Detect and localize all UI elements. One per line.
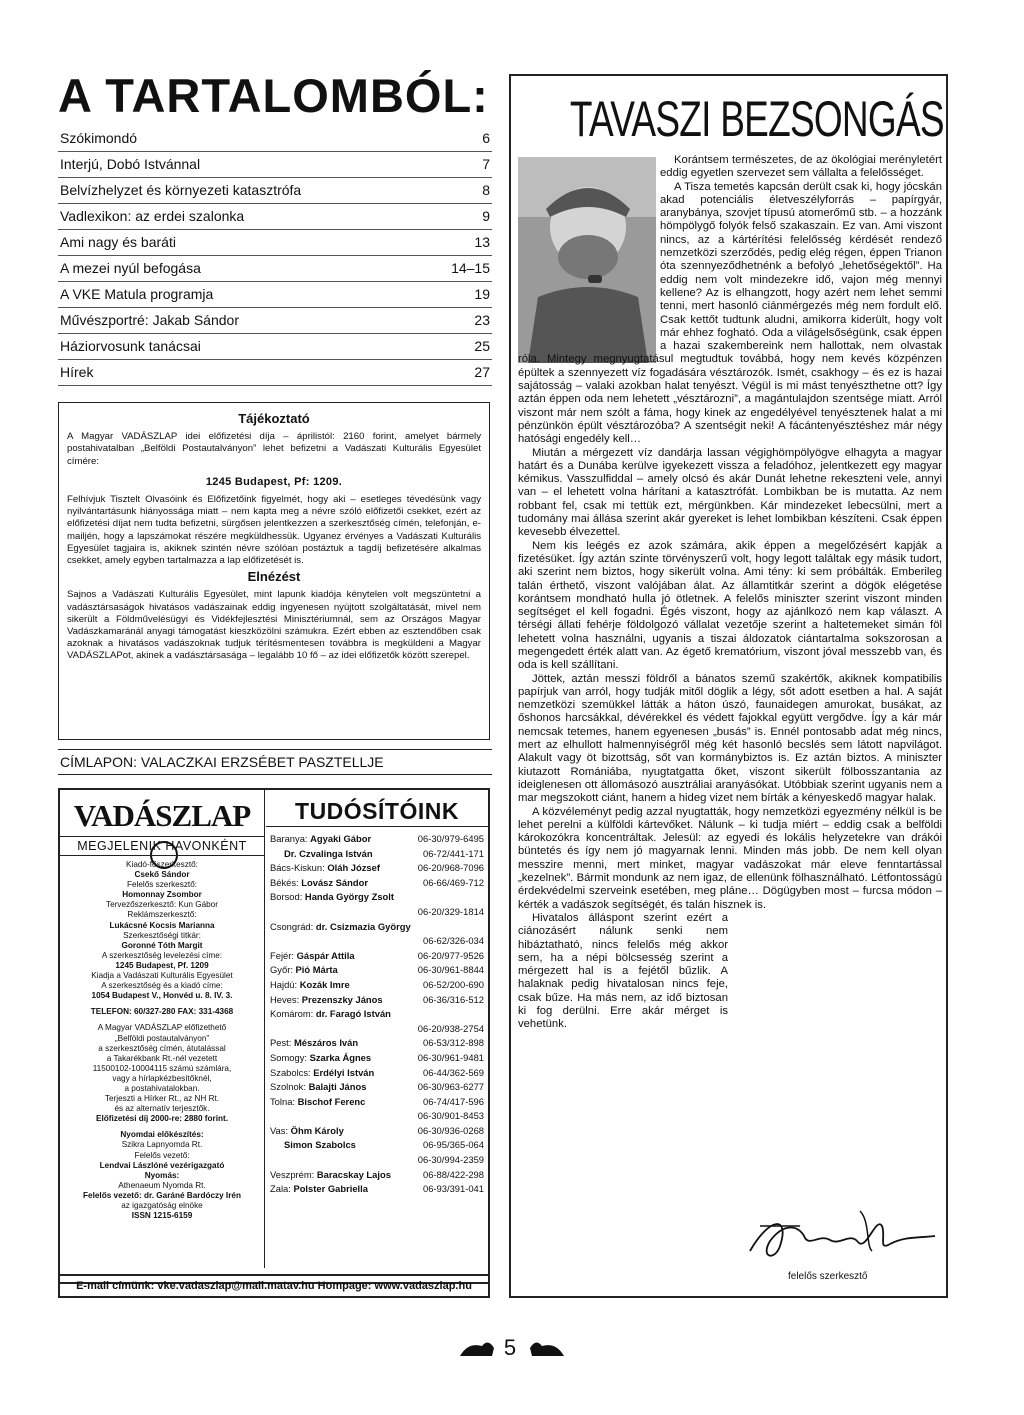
staff-line: „Belföldi postautalványon” (114, 1033, 210, 1043)
correspondent-person: Oláh József (327, 862, 380, 874)
toc-item-label: Művészportré: Jakab Sándor (60, 312, 239, 328)
toc-item-label: A mezei nyúl befogása (60, 260, 201, 276)
correspondent-county: Borsod: (270, 891, 303, 903)
toc-item (58, 178, 492, 204)
correspondent-row (270, 1138, 484, 1153)
staff-line: a szerkesztőség címén, átutalással (98, 1043, 226, 1053)
correspondent-row (270, 1095, 484, 1110)
correspondent-name (270, 832, 371, 847)
correspondent-row (270, 1182, 484, 1197)
staff-line: Lendvai Lászlóné vezérigazgató (99, 1160, 225, 1170)
correspondent-county: Tolna: (270, 1095, 296, 1107)
staff-line: Homonnay Zsombor (122, 890, 202, 900)
correspondents-title: TUDÓSÍTÓINK (266, 796, 488, 827)
correspondent-row (270, 847, 484, 862)
correspondent-person: Polster Gabriella (293, 1183, 368, 1195)
toc-item (58, 334, 492, 360)
correspondent-county: Hajdú: (270, 978, 298, 990)
correspondent-name (270, 920, 411, 935)
correspondent-person: Öhm Károly (290, 1124, 344, 1136)
correspondent-county: Komárom: (270, 1008, 314, 1020)
contact-line: E-mail címünk: vke.vadaszlap@mail.matav.hu Hompage: www.vadaszlap.hu (58, 1274, 490, 1298)
article-body (518, 154, 942, 1032)
staff-line: Athenaeum Nyomda Rt. (118, 1180, 206, 1190)
correspondent-row (270, 876, 484, 891)
correspondent-name (270, 1168, 391, 1183)
vadaszlap-logo (60, 798, 264, 834)
correspondent-name (270, 963, 338, 978)
correspondent-row (270, 1007, 484, 1022)
staff-line: A Magyar VADÁSZLAP előfizethető (97, 1023, 227, 1033)
correspondent-person: Agyaki Gábor (310, 833, 372, 844)
correspondent-name (270, 978, 350, 993)
toc-item-page: 14–15 (451, 260, 490, 276)
staff-line: Felelős vezető: dr. Garáné Bardóczy Irén (83, 1190, 241, 1200)
correspondent-name (270, 1138, 356, 1153)
apology-heading: Elnézést (247, 569, 301, 585)
signature-role: felelős szerkesztő (788, 1271, 868, 1282)
toc-item (58, 360, 492, 386)
toc-item (58, 230, 492, 256)
correspondent-person: Dr. Czvalinga István (284, 847, 373, 859)
staff-line: Kiadja a Vadászati Kulturális Egyesület (91, 971, 233, 981)
correspondent-name (270, 1051, 371, 1066)
staff-line: Nyomdai előkészítés: (120, 1130, 204, 1140)
staff-line: Lukácsné Kocsis Marianna (109, 920, 215, 930)
correspondent-phone: 06-93/391-041 (423, 1183, 484, 1195)
toc-item-page: 19 (474, 286, 490, 302)
staff-line: A szerkesztőség és a kiadó címe: (101, 981, 223, 991)
masthead-subtitle: MEGJELENIK HAVONKÉNT (60, 836, 264, 856)
correspondent-row (270, 978, 484, 993)
staff-line: a Takarékbank Rt.-nél vezetett (106, 1053, 218, 1063)
toc-item (58, 204, 492, 230)
correspondents-list (270, 832, 484, 1197)
correspondent-county: Fejér: (270, 949, 294, 961)
correspondent-county: Veszprém: (270, 1168, 315, 1180)
staff-line: 1245 Budapest, Pf. 1209 (115, 960, 209, 970)
masthead-impressum (60, 790, 265, 1268)
correspondent-county: Zala: (270, 1183, 291, 1195)
info-address: 1245 Budapest, Pf: 1209. (205, 475, 343, 488)
correspondent-person: Balajti János (308, 1081, 367, 1093)
correspondent-row (270, 993, 484, 1008)
staff-line: az igazgatóság elnöke (121, 1201, 203, 1210)
correspondent-person: Mészáros Iván (293, 1037, 359, 1049)
toc-item-page: 9 (482, 208, 490, 224)
correspondent-person: Bischof Ferenc (297, 1095, 366, 1107)
staff-line: Előfizetési díj 2000-re: 2880 forint. (96, 1114, 228, 1124)
correspondent-person: Simon Szabolcs (284, 1139, 356, 1151)
correspondent-row (270, 1080, 484, 1095)
correspondent-person: dr. Faragó István (315, 1008, 391, 1020)
correspondent-name (270, 1095, 365, 1110)
correspondent-person: Gáspár Attila (296, 949, 355, 961)
correspondent-phone: 06-20/938-2754 (417, 1022, 484, 1034)
staff-line: a postahivatalokban. (124, 1083, 200, 1093)
correspondent-phone: 06-53/312-898 (423, 1037, 484, 1049)
staff-line: és az alternatív terjesztők. (114, 1104, 210, 1114)
correspondent-phone: 06-30/994-2359 (417, 1154, 484, 1166)
correspondent-name (270, 949, 355, 964)
correspondent-row (270, 1124, 484, 1139)
correspondent-person: Erdélyi István (313, 1066, 375, 1078)
staff-line: 11500102-10004115 számú számlára, (92, 1063, 232, 1073)
logo-text: VADÁSZLAP (73, 798, 251, 833)
ornament-left-icon (460, 1342, 494, 1356)
staff-line: Csekő Sándor (134, 870, 190, 880)
staff-list (64, 860, 260, 1221)
correspondent-row (270, 920, 484, 935)
correspondent-phone: 06-95/365-064 (423, 1139, 484, 1151)
toc-item-page: 6 (482, 130, 490, 146)
correspondent-county: Vas: (270, 1124, 289, 1136)
article-title: TAVASZI BEZSONGÁS (569, 91, 944, 147)
correspondent-name (270, 1080, 366, 1095)
correspondent-row (270, 1168, 484, 1183)
toc-item-page: 8 (482, 182, 490, 198)
correspondent-county: Somogy: (270, 1051, 307, 1063)
correspondent-phone: 06-88/422-298 (423, 1168, 484, 1180)
staff-line: TELEFON: 60/327-280 FAX: 331-4368 (90, 1007, 234, 1017)
correspondent-row (270, 905, 484, 920)
staff-line: Felelős vezető: (134, 1150, 190, 1160)
correspondent-phone: 06-66/469-712 (423, 876, 484, 888)
toc-item (58, 282, 492, 308)
toc-item-label: Belvízhelyzet és környezeti katasztrófa (60, 182, 302, 198)
correspondent-person: Pió Márta (295, 964, 338, 976)
toc-item-label: Ami nagy és baráti (60, 234, 176, 250)
correspondent-row (270, 890, 484, 905)
correspondent-phone: 06-20/968-7096 (417, 862, 484, 874)
correspondent-phone: 06-30/936-0268 (417, 1124, 484, 1136)
correspondent-person: Handa György Zsolt (304, 891, 394, 903)
correspondent-person: Lovász Sándor (301, 876, 368, 888)
correspondent-phone: 06-30/961-8844 (417, 964, 484, 976)
article-paragraph: Hivatalos álláspont szerint ezért a ciánozásért nálunk senki nem hibáztatható, nincs felelős még akkor sem, ha a népi bölcsesség szerint a mérgezett hal is a fejétől bűzlik. A halaknak pedig hivatalosan nincs feje, csak bűze. Ha más nem, az idő biztosan ki fog derülni. Erre akár mérget is vehetünk. (518, 911, 728, 1031)
toc-item-page: 13 (474, 234, 490, 250)
staff-line: Kiadó-főszerkesztő: (126, 860, 198, 869)
staff-line: Szerkesztőségi titkár: (123, 930, 201, 940)
correspondent-name (270, 1066, 374, 1081)
toc-item (58, 256, 492, 282)
info-heading: Tájékoztató (238, 411, 310, 426)
correspondent-phone: 06-74/417-596 (423, 1095, 484, 1107)
correspondent-person: Szarka Ágnes (309, 1051, 372, 1063)
correspondent-phone: 06-20/329-1814 (417, 905, 484, 917)
correspondent-row (270, 832, 484, 847)
correspondent-row (270, 861, 484, 876)
toc-item-label: Hírek (60, 364, 94, 380)
page-number: 5 (503, 1335, 517, 1360)
correspondent-name (270, 876, 368, 891)
correspondent-row (270, 963, 484, 978)
toc-title: A TARTALOMBÓL: (58, 69, 489, 122)
correspondent-person: dr. Csizmazia György (315, 920, 411, 932)
correspondent-row (270, 1036, 484, 1051)
article-paragraph: A közvéleményt pedig azzal nyugtatták, hogy nemzetközi egyezmény nélkül is be lehet perelni a külföldi kártevőket. Nálunk – ki tudja miért – eddig csak a belföldi károkozókra koncentráltak. Jelesül: az egyedi és lokális helyzetekre van drákói büntetés és így nem jó magyarnak lenni. Minden más jobb. De nem kell olyan messzire menni, mert minket, magyar vadászokat már eleve fenntartással „kezelnek”. Bármit mondunk az nem igaz, de ellenünk fölhasználható. Létfontosságú érdekvédelmi szerveink esetében, meg pláne… Dögügyben most – furcsa módon – kérték a vadászok segítségét, és talán hisznek is. (518, 805, 942, 911)
correspondent-county: Szolnok: (270, 1081, 306, 1093)
staff-line: Reklámszerkesztő: (127, 910, 197, 920)
correspondent-phone: 06-30/979-6495 (417, 833, 484, 844)
toc-item-label: Vadlexikon: az erdei szalonka (60, 208, 245, 224)
correspondent-person: Kozák Imre (299, 978, 350, 990)
correspondent-county: Pest: (270, 1037, 292, 1049)
correspondent-row (270, 1066, 484, 1081)
article-paragraph: Miután a mérgezett víz dandárja lassan végighömpölyögve elhagyta a magyar határt és a Dunába kerülve igyekezett vissza a feladóhoz, jelentkezett egy magyar kémikus. Vasszulfiddal – amely olcsó és akár Dunát lehetne rekeszteni vele, annyi van – el lehetett volna hárítani a katasztrófát. Lombikban be is mutatta. Az nem robbant fel, csak mi tettük ezt, mérgünkben. Kár mindezeket lebecsülni, mert a tudomány mai állása szerint akár gyereket is lehet lombikban készíteni. Csak éppen kevesebb élvezettel. (518, 446, 942, 539)
staff-line: A szerkesztőség levelezési címe: (101, 950, 223, 960)
correspondent-name (270, 993, 383, 1008)
correspondent-county: Csongrád: (270, 920, 314, 932)
correspondent-phone: 06-20/977-9526 (417, 949, 484, 961)
toc-list (58, 126, 492, 386)
correspondent-phone: 06-30/961-9481 (417, 1051, 484, 1063)
staff-line: 1054 Budapest V., Honvéd u. 8. IV. 3. (91, 991, 233, 1001)
correspondent-row (270, 1022, 484, 1037)
correspondent-person: Baracskay Lajos (316, 1168, 391, 1180)
correspondent-county: Szabolcs: (270, 1066, 311, 1078)
correspondent-name (270, 1182, 368, 1197)
staff-line: ISSN 1215-6159 (131, 1211, 193, 1221)
apology-paragraph: Sajnos a Vadászati Kulturális Egyesület, mint lapunk kiadója kénytelen volt megszüntetni a vadásztársaságok hivatásos vadászainak eddig ingyenesen nyújtott szolgáltatását, mivel nem sikerült a Földművelésügyi és Vidékfejlesztési Minisztériumnál, sem az Országos Magyar Vadászkamaránál anyagi támogatást kieszközölni számukra. Ezért ebben az esztendőben csak azoknak a hivatásos vadászoknak tudjuk térítésmentesen továbbra is megküldeni a Magyar VADÁSZLAPot, akinek a vadásztársasága – legalább 10 fő – az idei előfizetők között szerepel. (67, 589, 481, 662)
correspondent-county: Bács-Kiskun: (270, 862, 325, 874)
article-paragraph: Jöttek, aztán messzi földről a bánatos szemű szakértők, akiknek kompatibilis papírjuk van arról, hogy tudják mitől döglik a légy, sőt adott esetben a hal. A saját nemzetközi szemükkel látták a háton úszó, faunaidegen amurokat, busákat, az őshonos harcsákkal, dévérekkel és védett fajokkal együtt vergődve. Így a kár már nemcsak tetemes, hanem egyenesen „busás” is. Ennél pontosabb adat még nincs, mert az elhullott halmennyiségről még két hasonló becslés sem látott napvilágot. Alakult vagy öt bizottság, sőt van kormánybiztos is. Ez aztán biztos. A miniszter kiutazott Romániába, nyugtatgatta őket, viszont sikerült fölbosszantania az ideiglenesen ott állomásozó ausztráliai aranyásókat. Utóbbiak szerint ugyanis nem a mar megszokott ciánt, hanem a hideg vizet nem bírták a kényeskedő magyar halak. (518, 672, 942, 805)
toc-item-label: A VKE Matula programja (60, 286, 214, 302)
correspondent-person: Prezenszky János (301, 993, 383, 1005)
correspondent-phone: 06-30/901-8453 (417, 1110, 484, 1122)
info-box (58, 402, 490, 740)
correspondent-county: Békés: (270, 876, 299, 888)
toc-item-page: 25 (474, 338, 490, 354)
correspondent-row (270, 1051, 484, 1066)
toc-item (58, 152, 492, 178)
masthead (58, 788, 490, 1284)
toc-item (58, 308, 492, 334)
staff-line: Tervezőszerkesztő: Kun Gábor (106, 900, 218, 910)
toc-item-page: 7 (482, 156, 490, 172)
correspondent-phone: 06-30/963-6277 (417, 1081, 484, 1093)
staff-line: Goronné Tóth Margit (121, 940, 203, 950)
correspondent-county: Győr: (270, 964, 293, 976)
correspondent-name (270, 1007, 391, 1022)
correspondent-row (270, 1153, 484, 1168)
staff-line: Terjeszti a Hírker Rt., az NH Rt. (104, 1094, 220, 1104)
correspondent-phone: 06-72/441-171 (423, 847, 484, 859)
staff-line: vagy a hírlapkézbesítőknél, (112, 1073, 212, 1083)
correspondent-phone: 06-36/316-512 (423, 993, 484, 1005)
correspondent-county: Heves: (270, 993, 300, 1005)
correspondent-name (270, 861, 380, 876)
signature-image (740, 1196, 940, 1276)
staff-line: Felelős szerkesztő: (126, 880, 198, 890)
staff-line: Szikra Lapnyomda Rt. (121, 1140, 203, 1150)
toc-item-page: 27 (474, 364, 490, 380)
correspondent-phone: 06-52/200-690 (423, 978, 484, 990)
correspondents-panel (266, 790, 488, 1268)
article-paragraph: A Tisza temetés kapcsán derült csak ki, hogy jócskán akad potenciális életveszélyforrás – papírgyár, aranybánya, szovjet típusú atomerőmű stb. – a hozzánk hömpölygő folyók felső szakaszain. Ez van. Ami viszont nincs, az a kártérítési felelősség kérdését rendező nemzetközi szerződés, pedig elég régen, éppen Trianon óta szennyeződhetnénk a befolyó „lehetőségektől”. Ha eddig nem volt mindezekre idő, vajon még mennyi kellene? Az is elhangzott, hogy azért nem lehet semmi tenni, mert hasonló ciánmérgezés még nem fordult elő. Csak kettőt tudtunk aludni, amikorra kiderült, hogy volt már ehhez fogható. Oda a világelsőségünk, csak éppen a hazai szakembereink nem hallottak, nem olvastak róla. Mintegy megnyugtatásul megtudtuk továbbá, hogy nem kevés közpénzen épültek a szennyezett víz fogadására vésztározók. Ismét, csakhogy – és ez is hazai sajátosság – valaki azokban halat tenyészt. Végül is mi mást tenyészthetne ott? Így aztán éppen oda nem lehetett „vésztározni”, a magántulajdon szentsége miatt. Arról viszont már nem szólt a fáma, hogy kinek az engedélyével tenyésztenek halat a mi pénzünkön épült vésztározóba? A szentségit neki! A fácántenyésztéshez már négy hatósági engedély kell… (518, 180, 942, 446)
info-paragraph-2: Felhívjuk Tisztelt Olvasóink és Előfizetőink figyelmét, hogy aki – esetleges tévedésünk vagy nyilvántartásunk hiányossága miatt – nem kapta meg a névre szóló előfizetői csekket, ezért az előfizetési díjat nem tudta befizetni, sürgősen jelentkezzen a szerkesztőség címén, telefonján, e-mailjén, hogy a lapszámokat részére megküldhessük. Ugyanez érvényes a Vadászati Kulturális Egyesület tagjaira is, akiknek szintén névre szólóan postáztuk a tagdíj befizetésére alkalmas csekket, amely egyben tartalmazza a lap előfizetését is. (67, 494, 481, 567)
article-paragraph: Korántsem természetes, de az ökológiai merényletért eddig egyetlen szervezet sem vállalta a felelősséget. (660, 154, 942, 180)
info-paragraph-1: A Magyar VADÁSZLAP idei előfizetési díja – áprilistól: 2160 forint, amelyet bármely postahivatalban „Belföldi Postautalványon” lehet befizetni a Vadászati Kulturális Egyesület címére: (67, 431, 481, 467)
correspondent-row (270, 949, 484, 964)
toc-item-page: 23 (474, 312, 490, 328)
toc-item-label: Interjú, Dobó Istvánnal (60, 156, 201, 172)
toc-item-label: Szókimondó (60, 130, 138, 146)
correspondent-row (270, 1109, 484, 1124)
correspondent-name (270, 1124, 344, 1139)
correspondent-name (270, 1036, 358, 1051)
correspondent-phone: 06-44/362-569 (423, 1066, 484, 1078)
correspondent-row (270, 934, 484, 949)
correspondent-county: Baranya: (270, 833, 308, 844)
ornament-right-icon (530, 1342, 564, 1356)
toc-item (58, 126, 492, 152)
article-paragraph: Nem kis leégés ez azok számára, akik éppen a megelőzésért kapják a fizetésüket. Így aztán szinte törvényszerű volt, hogy legott találtak egy másik tudort, aki szerint nem biztos, hogy sikerült volna. Ami tény: ki sem próbálták. Emberileg talán érthető, viszont valójában álat. Az államtitkár szerint a dögök elégetése korántsem mondható hulla jó ötletnek. A felelős miniszter szerint viszont minden segítséget el kell fogadni. Égés viszont, hogy az ajánlkozó nem kap választ. A térségi állati fehérje földolgozó vállalat vezetője szerint a haltetemeket simán föl lehetett volna használni, ugyanis a tiszai áldozatok ciántartalma sokszorosan a megengedett érték alatt van. Az égető krematórium, viszont jóval messzebb van, és oda is kell szállítani. (518, 539, 942, 672)
staff-line: Nyomás: (144, 1170, 180, 1180)
correspondent-name (270, 890, 394, 905)
correspondent-phone: 06-62/326-034 (423, 935, 484, 947)
toc-item-label: Háziorvosunk tanácsai (60, 338, 201, 354)
correspondent-name (270, 847, 373, 862)
cover-credit: CÍMLAPON: VALACZKAI ERZSÉBET PASZTELLJE (58, 749, 492, 775)
